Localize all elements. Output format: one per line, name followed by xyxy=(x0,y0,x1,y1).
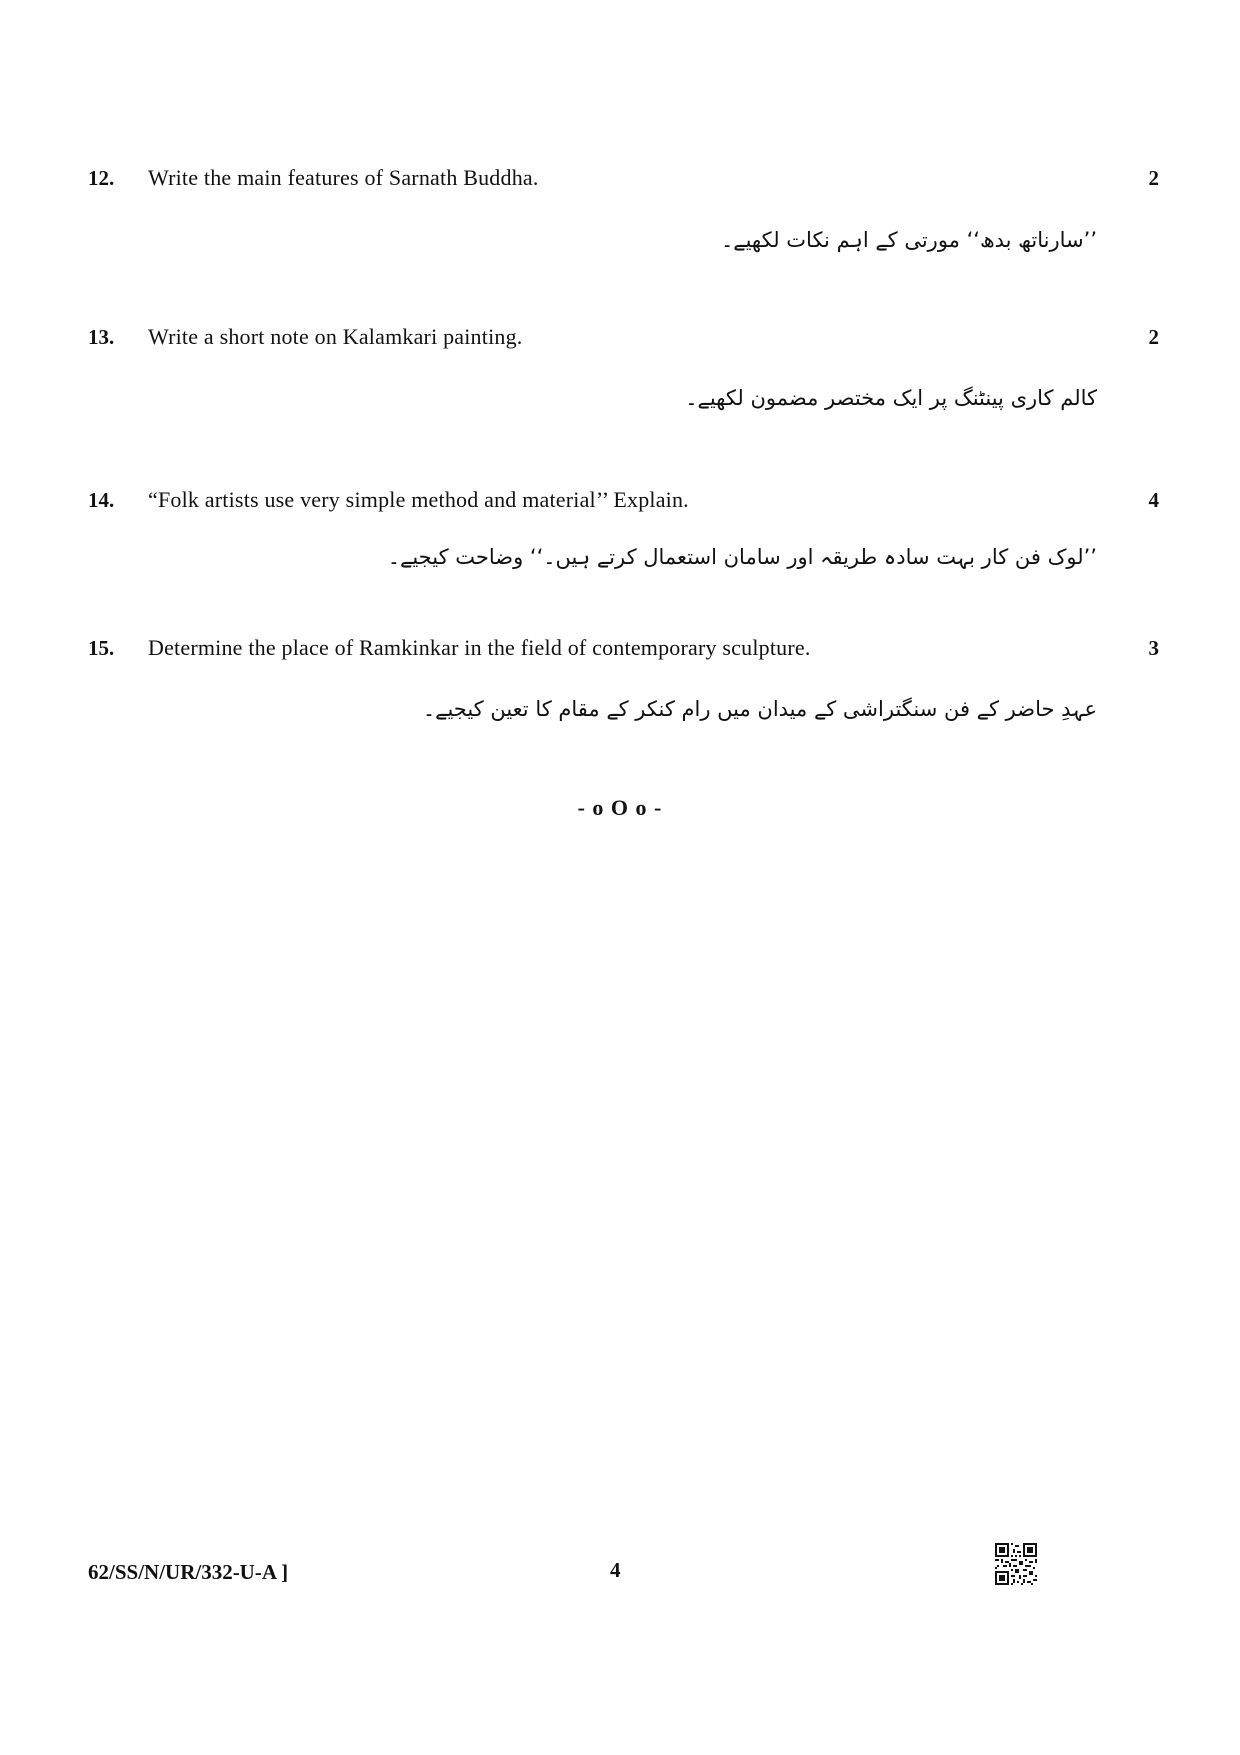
question-number: 13. xyxy=(88,325,115,349)
question-number: 14. xyxy=(88,488,115,512)
question-urdu-text: ’’سارناتھ بدھ‘‘ مورتی کے اہم نکات لکھیے۔ xyxy=(720,228,1097,252)
question-urdu-text: ’’لوک فن کار بہت سادہ طریقہ اور سامان استعمال کرتے ہیں۔‘‘ وضاحت کیجیے۔ xyxy=(387,545,1097,569)
paper-code: 62/SS/N/UR/332-U-A ] xyxy=(88,1560,289,1584)
question-text: Write a short note on Kalamkari painting. xyxy=(148,324,523,349)
page-number: 4 xyxy=(610,1558,621,1582)
question-urdu-text: عہدِ حاضر کے فن سنگتراشی کے میدان میں رام کنکر کے مقام کا تعین کیجیے۔ xyxy=(422,697,1097,721)
question-number: 12. xyxy=(88,166,115,190)
end-of-paper-marker: - o O o - xyxy=(577,795,663,820)
question-marks: 2 xyxy=(1148,325,1159,349)
question-number: 15. xyxy=(88,636,115,660)
question-text: Write the main features of Sarnath Buddha. xyxy=(148,165,539,190)
question-marks: 3 xyxy=(1148,636,1159,660)
question-marks: 2 xyxy=(1148,166,1159,190)
question-text: Determine the place of Ramkinkar in the field of contemporary sculpture. xyxy=(148,635,811,660)
question-urdu-text: کالم کاری پینٹنگ پر ایک مختصر مضمون لکھیے۔ xyxy=(685,386,1097,410)
qr-code-icon xyxy=(995,1543,1037,1585)
question-marks: 4 xyxy=(1148,488,1159,512)
question-text: “Folk artists use very simple method and material’’ Explain. xyxy=(148,487,689,512)
